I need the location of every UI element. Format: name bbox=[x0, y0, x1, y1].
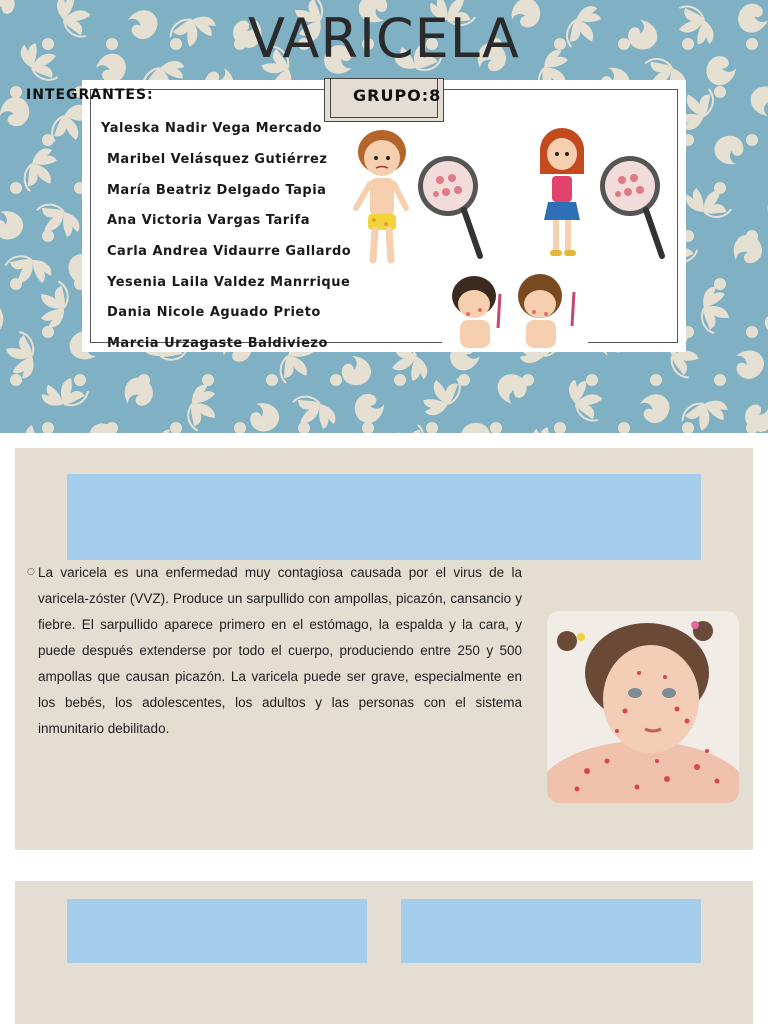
pattern-motif bbox=[244, 396, 284, 433]
pattern-dot bbox=[522, 374, 534, 386]
pattern-dot bbox=[490, 422, 502, 433]
child-chickenpox-image bbox=[547, 611, 739, 803]
pattern-dot bbox=[746, 326, 758, 338]
pattern-dot bbox=[138, 374, 150, 386]
pattern-dot bbox=[266, 374, 278, 386]
pattern-motif bbox=[0, 204, 28, 245]
third-slide bbox=[15, 881, 753, 1024]
pattern-motif bbox=[187, 384, 218, 432]
magnifier-rash-icon bbox=[598, 152, 668, 264]
pattern-dot bbox=[74, 374, 86, 386]
pattern-motif bbox=[31, 200, 84, 242]
integrantes-label: INTEGRANTES: bbox=[26, 87, 154, 103]
pattern-dot bbox=[746, 134, 758, 146]
member-name: Maribel Velásquez Gutiérrez bbox=[107, 152, 328, 167]
pattern-motif bbox=[0, 298, 11, 340]
pattern-dot bbox=[714, 278, 726, 290]
pattern-dot bbox=[170, 422, 182, 433]
pattern-dot bbox=[650, 374, 662, 386]
member-name: Carla Andrea Vidaurre Gallardo bbox=[107, 244, 352, 259]
pattern-motif bbox=[757, 298, 768, 340]
pattern-dot bbox=[106, 422, 118, 433]
pattern-dot bbox=[10, 86, 22, 98]
magnifier-rash-icon bbox=[416, 152, 486, 264]
pattern-dot bbox=[714, 86, 726, 98]
pattern-motif bbox=[386, 419, 428, 433]
pattern-motif bbox=[684, 185, 735, 220]
pattern-dot bbox=[202, 374, 214, 386]
pattern-dot bbox=[330, 374, 342, 386]
pattern-motif bbox=[38, 280, 69, 328]
pattern-dot bbox=[10, 374, 22, 386]
member-name: Marcia Urzagaste Baldiviezo bbox=[107, 336, 328, 351]
pattern-dot bbox=[458, 374, 470, 386]
page-title: VARICELA bbox=[248, 7, 520, 70]
pattern-motif bbox=[762, 186, 768, 225]
definition-paragraph: La varicela es una enfermedad muy contagiosa causada por el virus de la varicela-zóster (VVZ). Produce un sarpullido con ampollas, picazón, cansancio y fiebre. El sarpullido aparece primero en el estómago, la espalda y la cara, y puede después extenderse por todo el cuerpo, produciendo entre 250 y 500 ampollas que causan picazón. La varicela puede ser grave, especialmente en los bebés, los adolescentes, los adultos y las personas con el sistema inmunitario debilitado. bbox=[38, 565, 522, 736]
pattern-dot bbox=[682, 422, 694, 433]
pattern-dot bbox=[586, 374, 598, 386]
pattern-motif bbox=[710, 131, 749, 171]
pattern-motif bbox=[458, 419, 494, 433]
pattern-dot bbox=[42, 422, 54, 433]
member-name: Ana Victoria Vargas Tarifa bbox=[107, 213, 311, 228]
right-title-box bbox=[401, 899, 701, 963]
pattern-dot bbox=[714, 182, 726, 194]
pattern-dot bbox=[42, 134, 54, 146]
pattern-dot bbox=[10, 278, 22, 290]
pattern-motif bbox=[3, 330, 38, 381]
pattern-motif bbox=[728, 344, 768, 384]
pattern-dot bbox=[746, 230, 758, 242]
member-name: María Beatriz Delgado Tapia bbox=[107, 183, 327, 198]
pattern-motif bbox=[338, 352, 374, 389]
pattern-motif bbox=[287, 392, 340, 433]
slide-title-box bbox=[67, 474, 701, 560]
member-name: Dania Nicole Aguado Prieto bbox=[107, 305, 321, 320]
pattern-dot bbox=[426, 422, 438, 433]
pattern-dot bbox=[714, 374, 726, 386]
pattern-dot bbox=[234, 422, 246, 433]
pattern-motif bbox=[20, 144, 62, 197]
pattern-dot bbox=[42, 326, 54, 338]
pattern-dot bbox=[394, 374, 406, 386]
pattern-dot bbox=[298, 422, 310, 433]
pattern-dot bbox=[618, 422, 630, 433]
pattern-motif bbox=[636, 390, 673, 426]
sick-boy-illustration bbox=[344, 126, 420, 272]
pattern-dot bbox=[10, 182, 22, 194]
bullet-icon: ○ bbox=[27, 567, 35, 577]
definition-slide bbox=[15, 448, 753, 850]
pattern-dot bbox=[362, 422, 374, 433]
sick-girl-illustration bbox=[530, 126, 594, 266]
member-name: Yesenia Laila Valdez Manrrique bbox=[107, 275, 351, 290]
pattern-motif bbox=[351, 390, 388, 426]
pattern-dot bbox=[554, 422, 566, 433]
pattern-motif bbox=[0, 378, 6, 417]
group-label: GRUPO:8 bbox=[353, 86, 442, 105]
children-thermometer-illustration bbox=[442, 270, 588, 348]
pattern-motif bbox=[699, 286, 730, 334]
pattern-dot bbox=[42, 230, 54, 242]
left-title-box bbox=[67, 899, 367, 963]
pattern-motif bbox=[749, 84, 768, 118]
title-slide bbox=[0, 0, 768, 433]
member-name: Yaleska Nadir Vega Mercado bbox=[101, 121, 322, 136]
pattern-motif bbox=[526, 421, 579, 433]
pattern-motif bbox=[117, 372, 159, 414]
child-chickenpox-photo bbox=[547, 611, 739, 803]
